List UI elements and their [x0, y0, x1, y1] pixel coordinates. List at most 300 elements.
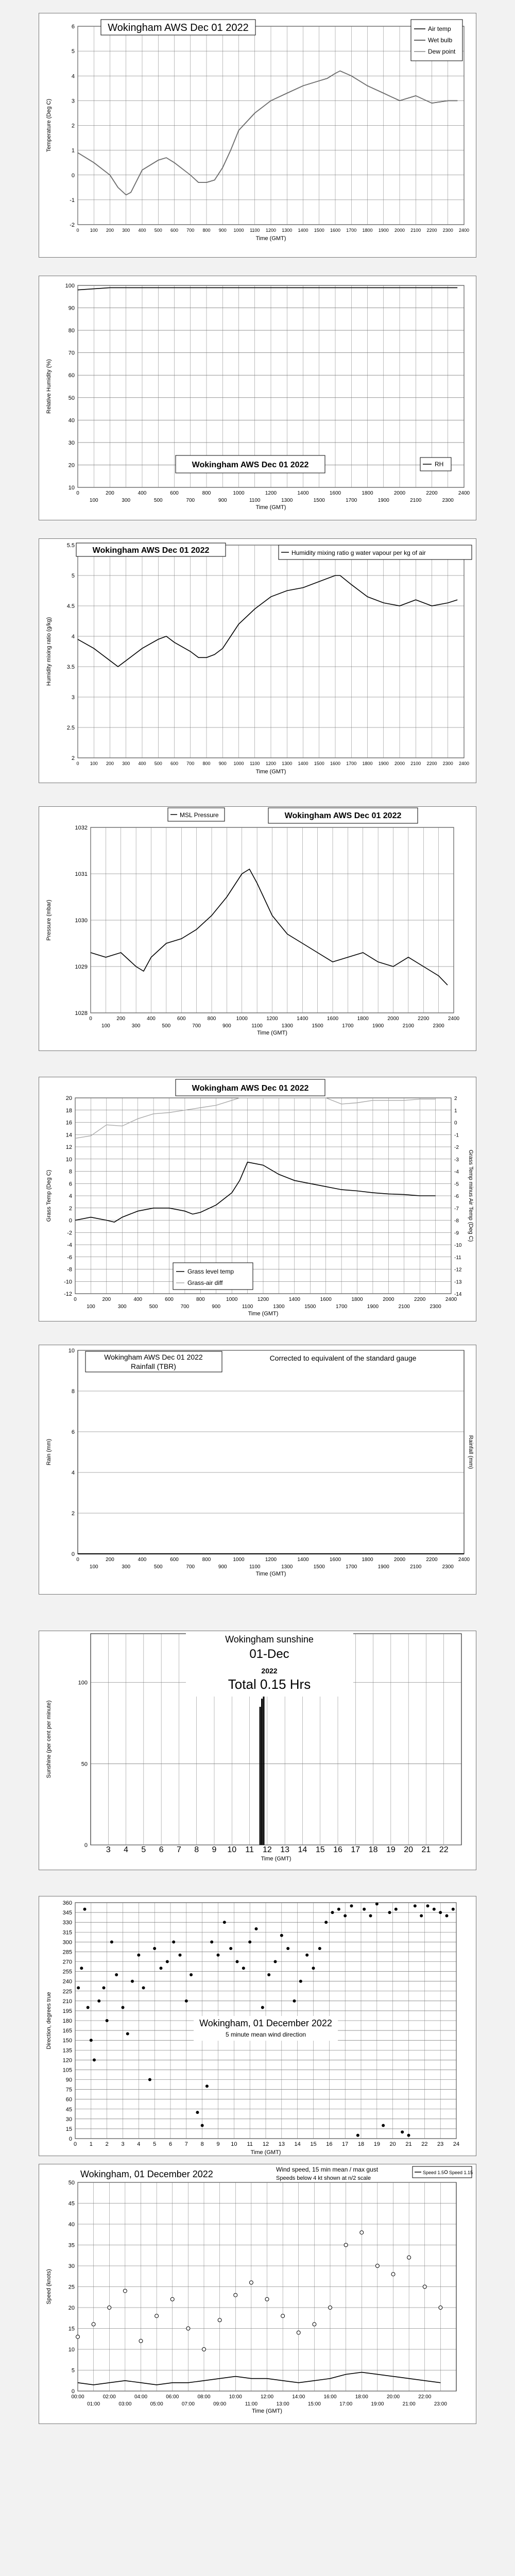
- legend-label: Grass level temp: [187, 1268, 234, 1275]
- x-tick-label: 21:00: [402, 2401, 416, 2407]
- x-tick-label: 9: [216, 2141, 220, 2147]
- direction-point: [236, 1960, 239, 1963]
- direction-point: [433, 1908, 436, 1911]
- direction-point: [248, 1940, 251, 1943]
- x-tick-label: 800: [202, 761, 211, 766]
- direction-point: [267, 1973, 270, 1976]
- y-tick-label: 210: [62, 1998, 72, 2005]
- y-tick-label: 15: [65, 2126, 72, 2132]
- x-tick-label: 19: [386, 1845, 396, 1854]
- x-tick-label: 300: [131, 1023, 141, 1029]
- y-tick-label: 60: [68, 372, 75, 379]
- y-tick-label: 270: [62, 1959, 72, 1965]
- y-axis-label: Sunshine (per cent per minute): [46, 1700, 52, 1778]
- y-tick-label: 195: [62, 2008, 72, 2014]
- y-tick-label: 2: [68, 1205, 72, 1212]
- x-tick-label: 08:00: [197, 2394, 211, 2400]
- x-tick-label: 1200: [265, 490, 277, 496]
- sunshine-chart-panel: [39, 1631, 476, 1870]
- x-axis-label: Time (GMT): [252, 2408, 282, 2414]
- x-tick-label: 500: [153, 1564, 163, 1570]
- y-tick-label: 50: [81, 1761, 88, 1768]
- grass-temp-chart-panel: [39, 1077, 476, 1321]
- x-tick-label: 800: [202, 490, 211, 496]
- y-tick-label: 1030: [75, 918, 88, 924]
- y-tick-label: 45: [68, 2200, 75, 2207]
- x-tick-label: 1900: [378, 228, 389, 233]
- y-tick-label: 0: [68, 2136, 72, 2142]
- x-tick-label: 2100: [410, 228, 421, 233]
- x-tick-label: 1700: [346, 498, 357, 503]
- x-tick-label: 2200: [426, 1557, 438, 1563]
- x-tick-label: 13:00: [276, 2401, 289, 2407]
- x-tick-label: 2000: [387, 1016, 399, 1022]
- x-tick-label: 1900: [377, 1564, 389, 1570]
- gust-point: [108, 2306, 111, 2310]
- y2-tick-label: -11: [454, 1255, 461, 1261]
- y-tick-label: 4: [71, 1470, 75, 1476]
- y-tick-label: 4: [68, 1193, 72, 1199]
- x-tick-label: 800: [202, 228, 211, 233]
- x-tick-label: 1300: [282, 228, 293, 233]
- legend-label: Dew point: [428, 48, 456, 55]
- y-tick-label: -6: [67, 1254, 72, 1261]
- x-tick-label: 14: [294, 2141, 301, 2147]
- x-tick-label: 2200: [426, 761, 437, 766]
- x-tick-label: 1000: [236, 1016, 248, 1022]
- direction-point: [261, 2006, 264, 2009]
- x-tick-label: 800: [202, 1557, 211, 1563]
- legend-label: Grass-air diff: [187, 1279, 223, 1286]
- x-tick-label: 5: [141, 1845, 146, 1854]
- y-tick-label: 240: [62, 1978, 72, 1985]
- x-tick-label: 8: [200, 2141, 204, 2147]
- y-tick-label: 5: [71, 573, 75, 579]
- y-axis-label: Rain (mm): [46, 1438, 52, 1466]
- x-tick-label: 2200: [426, 490, 438, 496]
- x-tick-label: 5: [153, 2141, 157, 2147]
- x-tick-label: 2300: [442, 761, 453, 766]
- direction-point: [299, 1980, 302, 1983]
- y-tick-label: 1028: [75, 1010, 88, 1016]
- direction-point: [356, 2134, 359, 2137]
- sunshine-bar: [260, 1707, 261, 1845]
- y-tick-label: 18: [65, 1107, 72, 1114]
- y2-tick-label: -6: [454, 1194, 459, 1199]
- x-tick-label: 2400: [458, 490, 470, 496]
- x-tick-label: 2200: [426, 228, 437, 233]
- y2-tick-label: -5: [454, 1181, 459, 1188]
- gust-point: [423, 2285, 426, 2289]
- y-axis-label: Grass Temp (Deg C): [46, 1170, 52, 1222]
- temperature-chart-panel: [39, 13, 476, 258]
- x-tick-label: 03:00: [118, 2401, 132, 2407]
- y-tick-label: 0: [71, 2388, 75, 2395]
- rainfall-chart-panel: [39, 1345, 476, 1595]
- direction-point: [414, 1904, 417, 1907]
- x-tick-label: 1300: [282, 761, 293, 766]
- x-tick-label: 1300: [281, 1023, 293, 1029]
- x-axis-label: Time (GMT): [257, 1030, 287, 1036]
- x-tick-label: 1500: [314, 228, 324, 233]
- y-axis-label: Speed (knots): [46, 2269, 52, 2304]
- direction-point: [122, 2006, 125, 2009]
- legend-swatch: [444, 2171, 448, 2174]
- y2-tick-label: -14: [454, 1292, 462, 1297]
- x-tick-label: 24: [453, 2141, 460, 2147]
- x-tick-label: 300: [122, 1564, 131, 1570]
- y-tick-label: 2: [71, 1511, 75, 1517]
- y-tick-label: 315: [62, 1929, 72, 1936]
- direction-point: [172, 1940, 175, 1943]
- y-tick-label: 60: [65, 2096, 72, 2103]
- y-tick-label: -12: [64, 1291, 72, 1297]
- direction-point: [153, 1947, 156, 1950]
- x-tick-label: 10: [231, 2141, 237, 2147]
- y-tick-label: 90: [65, 2077, 72, 2083]
- chart-year: 2022: [261, 1667, 278, 1675]
- direction-point: [394, 1908, 398, 1911]
- x-tick-label: 2400: [448, 1016, 460, 1022]
- x-axis-label: Time (GMT): [261, 1856, 291, 1862]
- y-tick-label: 3: [71, 694, 75, 701]
- gust-point: [139, 2339, 143, 2343]
- direction-point: [179, 1954, 182, 1957]
- y2-axis-label: Rainfall (mm): [468, 1435, 474, 1469]
- y-tick-label: 300: [62, 1939, 72, 1946]
- direction-point: [407, 2134, 410, 2137]
- y2-tick-label: -4: [454, 1169, 459, 1175]
- x-tick-label: 400: [133, 1297, 143, 1302]
- chart-title: Wokingham, 01 December 2022: [80, 2169, 213, 2179]
- direction-point: [293, 1999, 296, 2003]
- gust-point: [281, 2314, 285, 2318]
- y-tick-label: -10: [64, 1279, 72, 1285]
- x-tick-label: 700: [186, 761, 195, 766]
- x-tick-label: 14:00: [292, 2394, 305, 2400]
- x-tick-label: 1600: [330, 228, 341, 233]
- y-tick-label: 35: [68, 2242, 75, 2249]
- x-tick-label: 15:00: [307, 2401, 321, 2407]
- x-tick-label: 1000: [233, 228, 244, 233]
- x-tick-label: 900: [222, 1023, 231, 1029]
- direction-point: [90, 2039, 93, 2042]
- x-tick-label: 8: [194, 1845, 199, 1854]
- x-tick-label: 20:00: [386, 2394, 400, 2400]
- x-tick-label: 600: [177, 1016, 186, 1022]
- direction-point: [190, 1973, 193, 1976]
- x-tick-label: 4: [137, 2141, 141, 2147]
- x-axis-label: Time (GMT): [248, 1311, 279, 1317]
- chart-total: Total 0.15 Hrs: [228, 1676, 311, 1692]
- x-tick-label: 1100: [249, 1564, 261, 1570]
- x-tick-label: 17: [342, 2141, 349, 2147]
- x-tick-label: 600: [165, 1297, 174, 1302]
- y-tick-label: 40: [68, 2222, 75, 2228]
- y-tick-label: 255: [62, 1969, 72, 1975]
- y-tick-label: -1: [70, 197, 75, 204]
- y-tick-label: 8: [68, 1168, 72, 1175]
- y-tick-label: 4: [71, 73, 75, 80]
- y2-tick-label: -8: [454, 1218, 459, 1224]
- x-tick-label: 00:00: [71, 2394, 84, 2400]
- x-tick-label: 11: [247, 2141, 253, 2147]
- chart-note: Speeds below 4 kt shown at n/2 scale: [276, 2175, 371, 2181]
- x-tick-label: 1700: [346, 228, 357, 233]
- x-tick-label: 1500: [313, 1564, 325, 1570]
- y-tick-label: 10: [65, 1156, 72, 1163]
- x-tick-label: 1600: [327, 1016, 339, 1022]
- x-tick-label: 1400: [298, 761, 308, 766]
- y2-tick-label: -1: [454, 1132, 459, 1139]
- wind-direction-chart: [39, 1896, 476, 2156]
- direction-point: [305, 1954, 308, 1957]
- direction-point: [350, 1904, 353, 1907]
- x-tick-label: 100: [90, 228, 98, 233]
- direction-point: [242, 1967, 245, 1970]
- y-tick-label: 225: [62, 1988, 72, 1995]
- chart-date: 01-Dec: [249, 1647, 289, 1661]
- x-tick-label: 400: [147, 1016, 156, 1022]
- direction-point: [201, 2124, 204, 2127]
- gust-point: [170, 2297, 174, 2301]
- direction-point: [196, 2111, 199, 2114]
- x-tick-label: 18: [368, 1845, 378, 1854]
- x-tick-label: 400: [138, 228, 146, 233]
- y-tick-label: 10: [68, 2347, 75, 2353]
- x-tick-label: 09:00: [213, 2401, 227, 2407]
- x-tick-label: 1400: [288, 1297, 300, 1302]
- chart-title: Wokingham AWS Dec 01 2022: [104, 1353, 203, 1361]
- x-tick-label: 1900: [377, 498, 389, 503]
- x-tick-label: 1300: [281, 498, 293, 503]
- x-tick-label: 2300: [442, 498, 454, 503]
- grass-temp-chart: [39, 1077, 476, 1321]
- y-tick-label: 45: [65, 2106, 72, 2113]
- x-tick-label: 200: [102, 1297, 111, 1302]
- chart-subtitle: 5 minute mean wind direction: [225, 2031, 306, 2038]
- x-tick-label: 1000: [226, 1297, 238, 1302]
- y2-tick-label: -7: [454, 1206, 459, 1212]
- x-tick-label: 700: [186, 1564, 195, 1570]
- y-tick-label: 75: [65, 2087, 72, 2093]
- gust-point: [234, 2293, 237, 2297]
- gust-point: [391, 2273, 395, 2276]
- direction-point: [452, 1908, 455, 1911]
- y-tick-label: -2: [70, 222, 75, 228]
- direction-point: [426, 1904, 430, 1907]
- y-tick-label: 50: [68, 395, 75, 401]
- direction-point: [137, 1954, 140, 1957]
- pressure-chart-panel: [39, 806, 476, 1051]
- direction-point: [148, 2078, 151, 2081]
- gust-point: [407, 2256, 411, 2259]
- x-tick-label: 1700: [346, 1564, 357, 1570]
- x-tick-label: 23: [437, 2141, 444, 2147]
- direction-point: [97, 1999, 100, 2003]
- y-tick-label: 3.5: [66, 664, 75, 670]
- x-tick-label: 1800: [351, 1297, 363, 1302]
- y-axis-label: Humidity mixing ratio (g/kg): [46, 617, 52, 686]
- x-tick-label: 1100: [250, 761, 260, 766]
- x-tick-label: 500: [154, 228, 162, 233]
- y-tick-label: 0: [71, 172, 75, 179]
- x-tick-label: 100: [101, 1023, 110, 1029]
- chart-title: Wokingham AWS Dec 01 2022: [92, 546, 210, 555]
- x-tick-label: 0: [76, 1557, 79, 1563]
- x-tick-label: 2000: [393, 1557, 406, 1563]
- y2-tick-label: -2: [454, 1145, 459, 1150]
- y-tick-label: -4: [67, 1242, 72, 1248]
- direction-point: [160, 1967, 163, 1970]
- y2-tick-label: 0: [454, 1120, 457, 1126]
- direction-point: [445, 1914, 449, 1917]
- x-tick-label: 17:00: [339, 2401, 353, 2407]
- y-tick-label: 5: [71, 48, 75, 55]
- direction-point: [77, 1986, 80, 1989]
- x-tick-label: 1400: [298, 228, 308, 233]
- x-tick-label: 1600: [329, 1557, 341, 1563]
- x-tick-label: 100: [89, 1564, 98, 1570]
- x-tick-label: 800: [207, 1016, 216, 1022]
- mixing-ratio-chart-panel: [39, 538, 476, 783]
- direction-point: [217, 1954, 220, 1957]
- x-tick-label: 1400: [297, 1016, 308, 1022]
- legend-label: Air temp: [428, 25, 451, 32]
- direction-point: [166, 1960, 169, 1963]
- x-tick-label: 500: [149, 1304, 158, 1310]
- x-tick-label: 1: [89, 2141, 93, 2147]
- x-tick-label: 1600: [330, 761, 341, 766]
- y-tick-label: 12: [65, 1144, 72, 1150]
- x-tick-label: 1500: [314, 761, 324, 766]
- direction-point: [439, 1911, 442, 1914]
- gust-point: [297, 2331, 300, 2334]
- x-tick-label: 2100: [398, 1304, 410, 1310]
- x-tick-label: 0: [76, 490, 79, 496]
- x-axis-label: Time (GMT): [250, 2149, 281, 2156]
- x-tick-label: 1800: [362, 228, 373, 233]
- y-tick-label: 70: [68, 350, 75, 357]
- y-tick-label: 4: [71, 634, 75, 640]
- y-tick-label: 150: [62, 2038, 72, 2044]
- y-tick-label: 2.5: [66, 725, 75, 731]
- y-tick-label: -8: [67, 1266, 72, 1273]
- y-tick-label: 50: [68, 2180, 75, 2186]
- x-tick-label: 1700: [346, 761, 357, 766]
- x-tick-label: 1100: [249, 498, 261, 503]
- x-tick-label: 900: [218, 228, 227, 233]
- x-tick-label: 500: [154, 761, 162, 766]
- x-tick-label: 13: [280, 1845, 290, 1854]
- direction-point: [115, 1973, 118, 1976]
- chart-title: Wokingham AWS Dec 01 2022: [284, 811, 402, 820]
- x-tick-label: 1000: [233, 490, 245, 496]
- x-tick-label: 100: [89, 498, 98, 503]
- y-tick-label: 5: [71, 2367, 75, 2374]
- gust-point: [439, 2306, 442, 2310]
- x-tick-label: 1300: [273, 1304, 285, 1310]
- gust-point: [202, 2348, 206, 2351]
- y-tick-label: 0: [84, 1842, 88, 1849]
- legend-label: MSL Pressure: [180, 811, 219, 819]
- x-tick-label: 17: [351, 1845, 360, 1854]
- direction-point: [331, 1911, 334, 1914]
- y-tick-label: 40: [68, 417, 75, 424]
- y-axis-label: Relative Humidity (%): [46, 359, 52, 414]
- gust-point: [155, 2314, 159, 2318]
- sunshine-chart: [39, 1631, 476, 1870]
- wind-speed-chart-panel: [39, 2164, 476, 2424]
- gust-point: [313, 2323, 316, 2326]
- y-tick-label: 30: [65, 2116, 72, 2123]
- x-tick-label: 1500: [313, 498, 325, 503]
- gust-point: [186, 2327, 190, 2330]
- x-tick-label: 500: [162, 1023, 171, 1029]
- x-tick-label: 1900: [367, 1304, 379, 1310]
- x-tick-label: 1400: [297, 490, 309, 496]
- x-tick-label: 16:00: [323, 2394, 337, 2400]
- gust-point: [265, 2297, 269, 2301]
- direction-point: [205, 2084, 209, 2088]
- x-tick-label: 19: [373, 2141, 380, 2147]
- y-tick-label: 16: [65, 1120, 72, 1126]
- x-tick-label: 900: [218, 1564, 227, 1570]
- legend-label: Humidity mixing ratio g water vapour per kg of air: [291, 549, 426, 556]
- x-axis-label: Time (GMT): [255, 1571, 286, 1577]
- y-tick-label: 20: [68, 2305, 75, 2311]
- y-tick-label: 165: [62, 2028, 72, 2035]
- x-tick-label: 2: [105, 2141, 109, 2147]
- y2-tick-label: -12: [454, 1267, 462, 1273]
- direction-point: [210, 1940, 213, 1943]
- x-tick-label: 11:00: [245, 2401, 258, 2407]
- humidity-chart: [39, 276, 476, 520]
- x-tick-label: 400: [138, 490, 147, 496]
- y2-tick-label: 2: [454, 1096, 457, 1101]
- direction-point: [185, 1999, 188, 2003]
- y-tick-label: 30: [68, 2263, 75, 2269]
- direction-point: [344, 1914, 347, 1917]
- sunshine-bar: [263, 1683, 265, 1845]
- y-axis-label: Direction, degrees true: [46, 1992, 52, 2049]
- pressure-chart: [39, 807, 476, 1050]
- y-tick-label: 90: [68, 305, 75, 312]
- y-tick-label: 105: [62, 2067, 72, 2074]
- x-tick-label: 300: [117, 1304, 127, 1310]
- y-tick-label: 0: [71, 1551, 75, 1557]
- x-tick-label: 1500: [304, 1304, 316, 1310]
- x-tick-label: 200: [106, 1557, 114, 1563]
- x-tick-label: 4: [124, 1845, 129, 1854]
- x-tick-label: 15: [315, 1845, 325, 1854]
- x-tick-label: 22: [421, 2141, 428, 2147]
- x-tick-label: 6: [168, 2141, 173, 2147]
- y-tick-label: 2: [71, 755, 75, 761]
- x-tick-label: 02:00: [102, 2394, 116, 2400]
- x-tick-label: 1800: [362, 490, 373, 496]
- x-tick-label: 2400: [458, 761, 470, 766]
- y-tick-label: 1031: [75, 871, 88, 877]
- mixing-ratio-chart: [39, 539, 476, 783]
- y-tick-label: -2: [67, 1230, 72, 1236]
- gust-point: [344, 2243, 348, 2247]
- x-tick-label: 10: [227, 1845, 237, 1854]
- rainfall-chart: [39, 1345, 476, 1594]
- x-tick-label: 1100: [242, 1304, 253, 1310]
- wind-direction-chart-panel: [39, 1896, 476, 2156]
- x-tick-label: 2200: [414, 1297, 426, 1302]
